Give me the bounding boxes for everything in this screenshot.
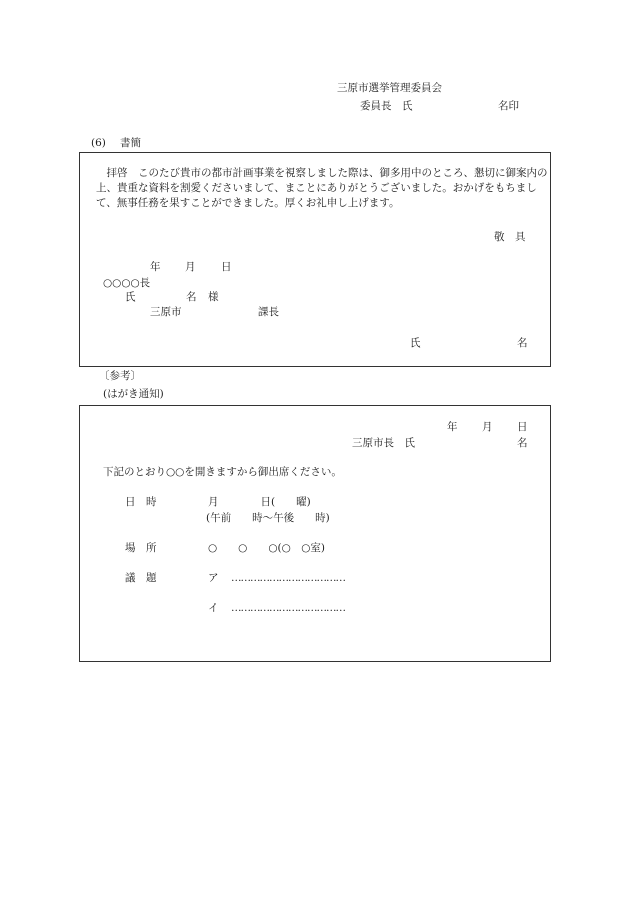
recipient-sama: 様 xyxy=(208,291,219,303)
postcard-sender-title: 三原市長 氏 xyxy=(352,437,415,449)
place-value: ○ ○ ○(○ ○室) xyxy=(208,542,326,554)
place-label: 場 所 xyxy=(125,542,157,554)
datetime-label: 日 時 xyxy=(125,496,157,508)
recipient-title: ○○○○長 xyxy=(103,277,151,289)
reference-label: 〔参考〕 xyxy=(99,370,141,382)
postcard-date-day: 日 xyxy=(517,421,528,433)
agenda-label: 議 題 xyxy=(125,572,157,584)
postcard-box xyxy=(79,405,551,662)
sender-shi: 氏 xyxy=(410,337,421,349)
letter-date-month: 月 xyxy=(185,261,196,273)
letter-date-year: 年 xyxy=(150,261,161,273)
sender-city: 三原市 xyxy=(150,306,182,318)
seal-mark: 名印 xyxy=(498,100,519,112)
agenda-leader-i: ……………………………… xyxy=(231,602,345,614)
datetime-line2: (午前 時～午後 時) xyxy=(206,512,330,524)
section-number: (6) xyxy=(91,137,106,149)
postcard-date-year: 年 xyxy=(447,421,458,433)
letter-date-day: 日 xyxy=(221,261,232,273)
agenda-mark-a: ア xyxy=(208,572,219,584)
agenda-mark-i: イ xyxy=(208,602,219,614)
letter-body: 拝啓 このたび貴市の都市計画事業を視察しました際は、御多用中のところ、懇切に御案内の上、貴重な資料を割愛くださいまして、まことにありがとうございました。おかげをもちまして、無事任務を果すことができました。厚くお礼申し上げます。 xyxy=(96,167,548,209)
agenda-leader-a: ……………………………… xyxy=(231,572,345,584)
postcard-intro: 下記のとおり○○を開きますから御出席ください。 xyxy=(103,466,342,478)
letter-closing: 敬 具 xyxy=(494,231,526,243)
section-title: 書簡 xyxy=(120,137,141,149)
reference-sub: (はがき通知) xyxy=(103,388,164,400)
sender-section: 課長 xyxy=(258,306,279,318)
recipient-mei: 名 xyxy=(186,291,197,303)
postcard-date-month: 月 xyxy=(482,421,493,433)
chairman-title: 委員長 氏 xyxy=(360,100,413,112)
sender-mei: 名 xyxy=(517,337,528,349)
datetime-line1: 月 日( 曜) xyxy=(208,496,311,508)
organization-name: 三原市選挙管理委員会 xyxy=(337,82,442,94)
postcard-sender-mei: 名 xyxy=(517,437,528,449)
recipient-shi: 氏 xyxy=(125,291,136,303)
